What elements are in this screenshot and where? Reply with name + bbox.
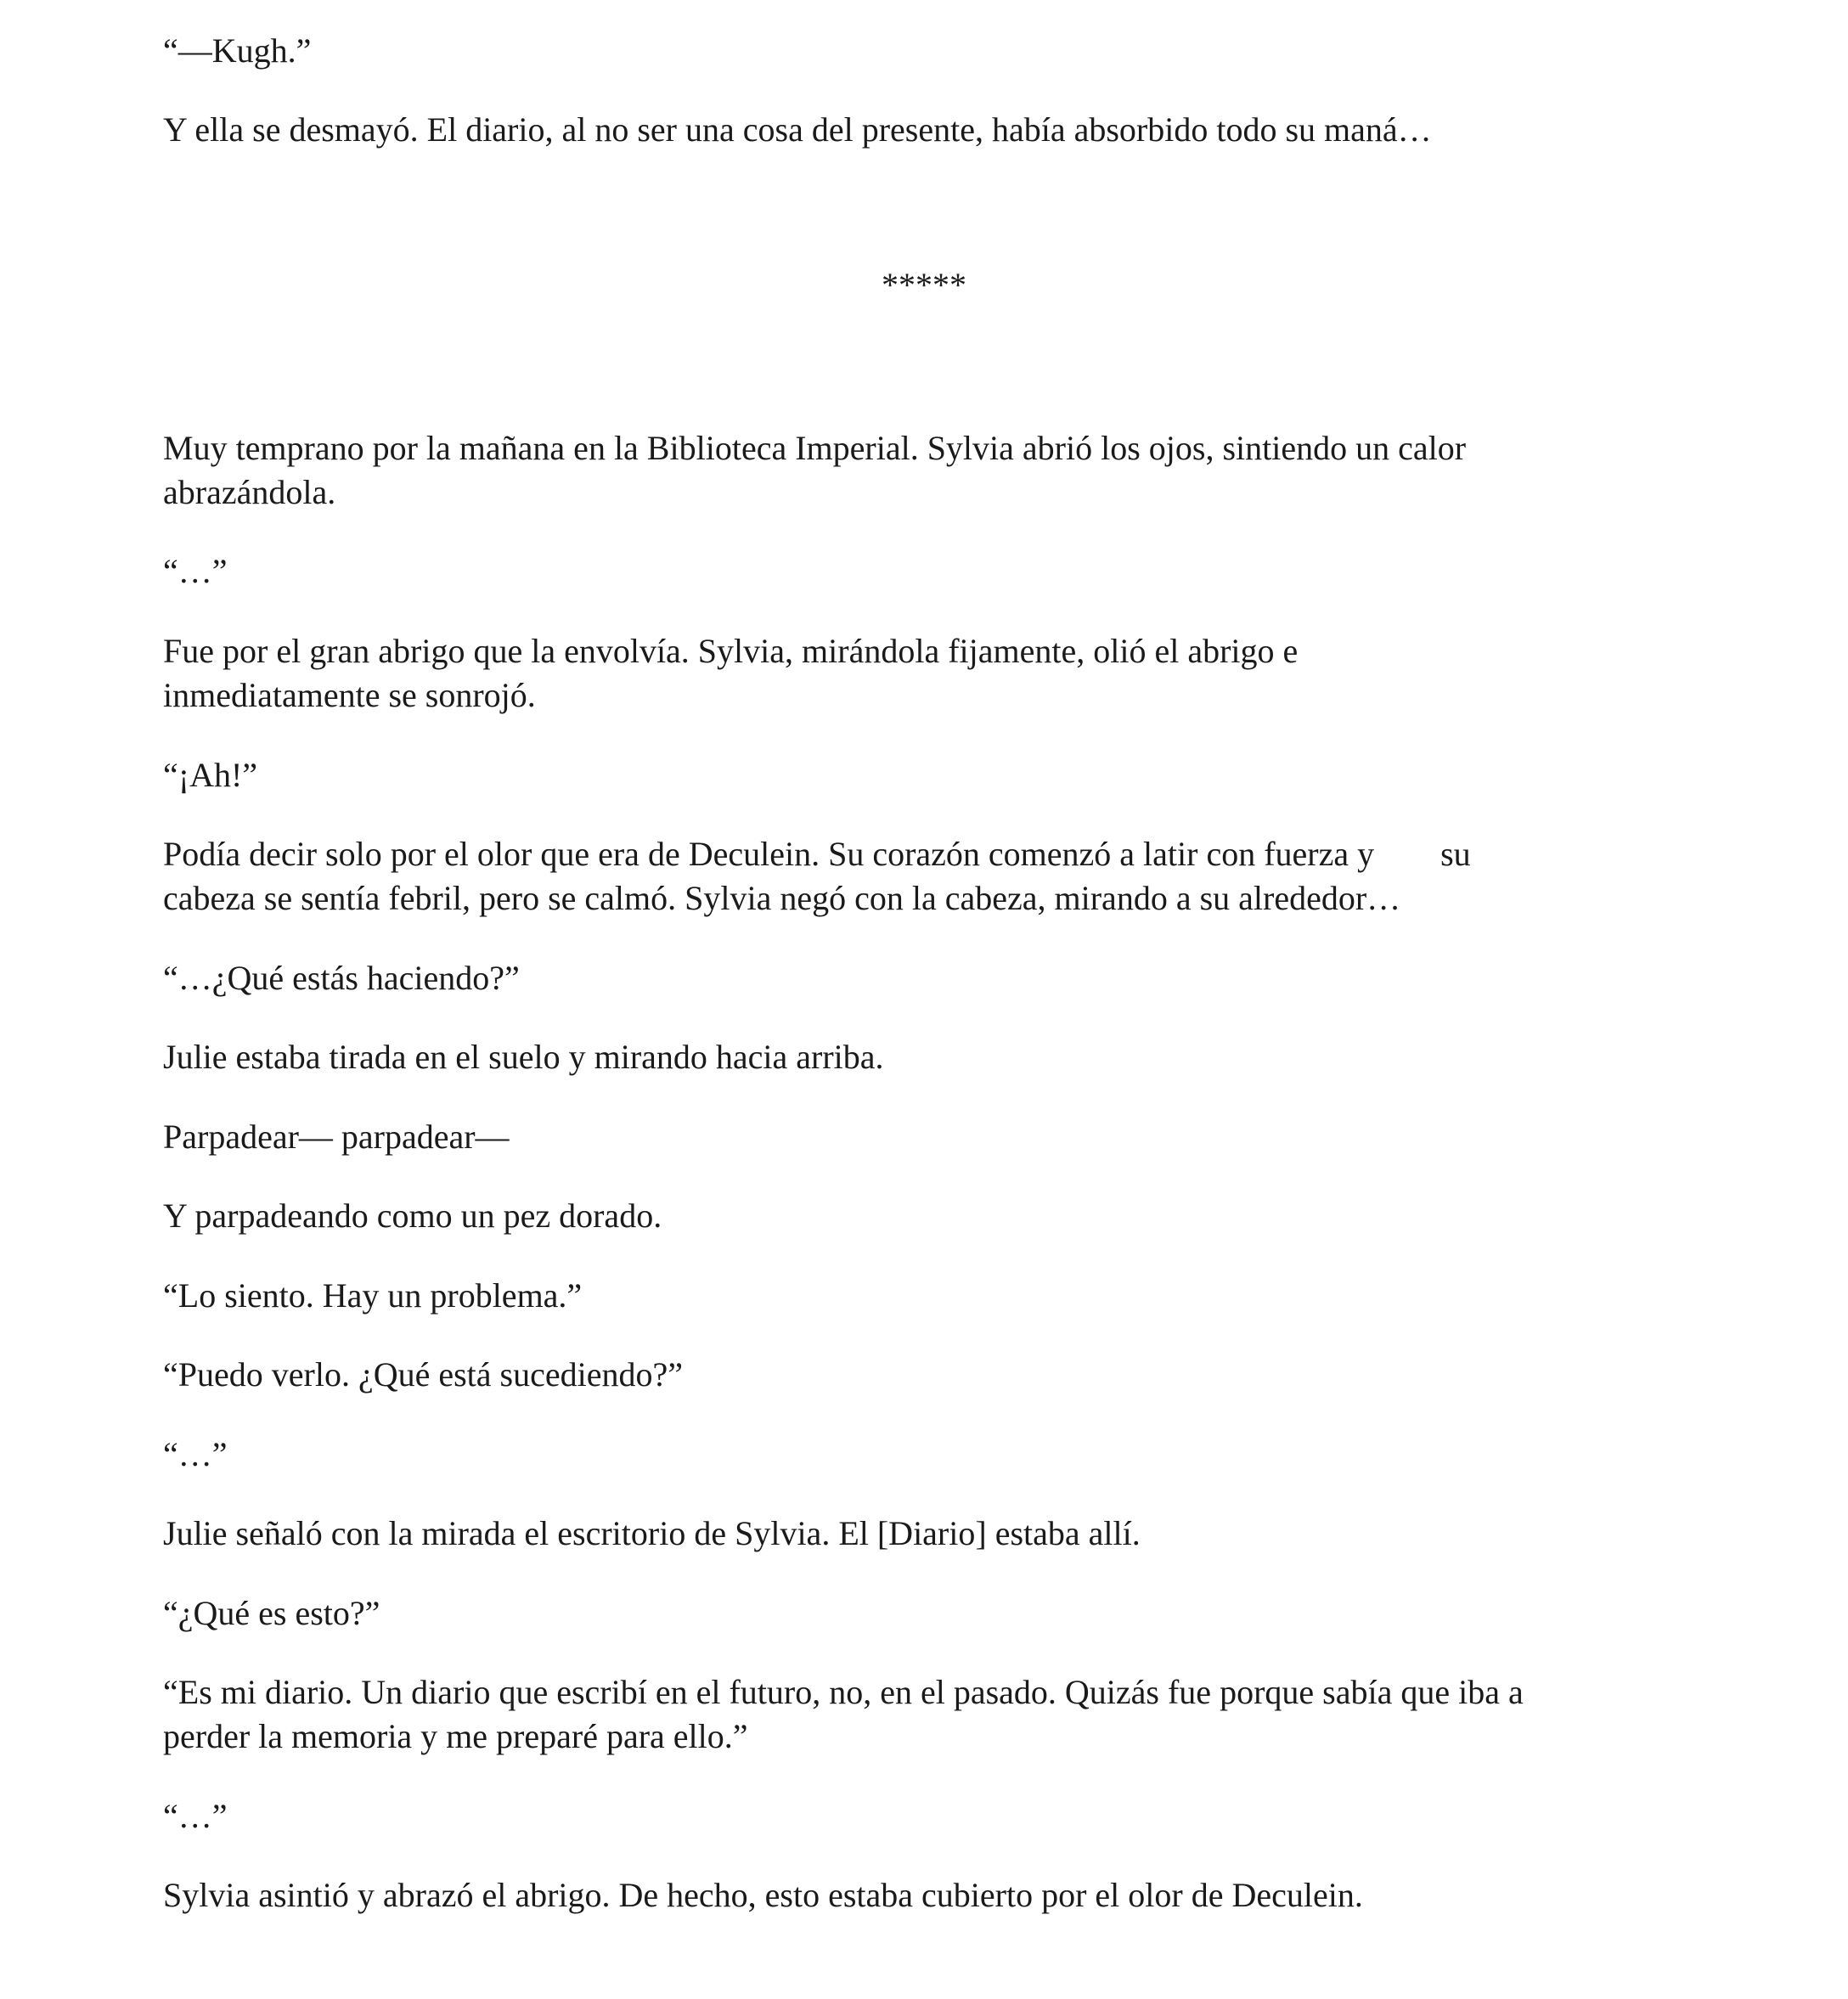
paragraph-line-tail: su <box>1440 835 1471 873</box>
dialogue-continuation: perder la memoria y me preparé para ello.” <box>163 1717 748 1755</box>
dialogue-line: “…” <box>163 1435 228 1473</box>
dialogue-line: “—Kugh.” <box>163 31 312 70</box>
paragraph <box>163 832 1692 876</box>
paragraph: Julie señaló con la mirada el escritorio de Sylvia. El [Diario] estaba allí. <box>163 1514 1141 1552</box>
dialogue-line: “…¿Qué estás haciendo?” <box>163 959 520 997</box>
paragraph-continuation: abrazándola. <box>163 473 336 511</box>
paragraph: Parpadear— parpadear— <box>163 1118 510 1156</box>
paragraph-continuation: cabeza se sentía febril, pero se calmó. Sylvia negó con la cabeza, mirando a su alrededor… <box>163 879 1401 917</box>
paragraph-continuation: inmediatamente se sonrojó. <box>163 676 536 714</box>
paragraph-line-main: Podía decir solo por el olor que era de Deculein. Su corazón comenzó a latir con fuerza y <box>163 835 1375 873</box>
paragraph: Fue por el gran abrigo que la envolvía. Sylvia, mirándola fijamente, olió el abrigo e <box>163 632 1299 670</box>
paragraph: Julie estaba tirada en el suelo y mirando hacia arriba. <box>163 1038 884 1076</box>
dialogue-line: “¿Qué es esto?” <box>163 1594 380 1632</box>
paragraph: Y ella se desmayó. El diario, al no ser una cosa del presente, había absorbido todo su maná… <box>163 110 1432 149</box>
paragraph: Muy temprano por la mañana en la Biblioteca Imperial. Sylvia abrió los ojos, sintiendo un calor <box>163 429 1467 467</box>
dialogue-line: “Lo siento. Hay un problema.” <box>163 1276 583 1315</box>
paragraph: Sylvia asintió y abrazó el abrigo. De hecho, esto estaba cubierto por el olor de Deculein. <box>163 1876 1363 1914</box>
dialogue-line: “…” <box>163 552 228 590</box>
section-separator: ***** <box>882 266 966 304</box>
dialogue-line: “…” <box>163 1797 228 1835</box>
paragraph: Y parpadeando como un pez dorado. <box>163 1197 662 1235</box>
dialogue-line: “Es mi diario. Un diario que escribí en el futuro, no, en el pasado. Quizás fue porque sabía que iba a <box>163 1673 1524 1711</box>
dialogue-line: “¡Ah!” <box>163 756 258 794</box>
dialogue-line: “Puedo verlo. ¿Qué está sucediendo?” <box>163 1355 683 1394</box>
